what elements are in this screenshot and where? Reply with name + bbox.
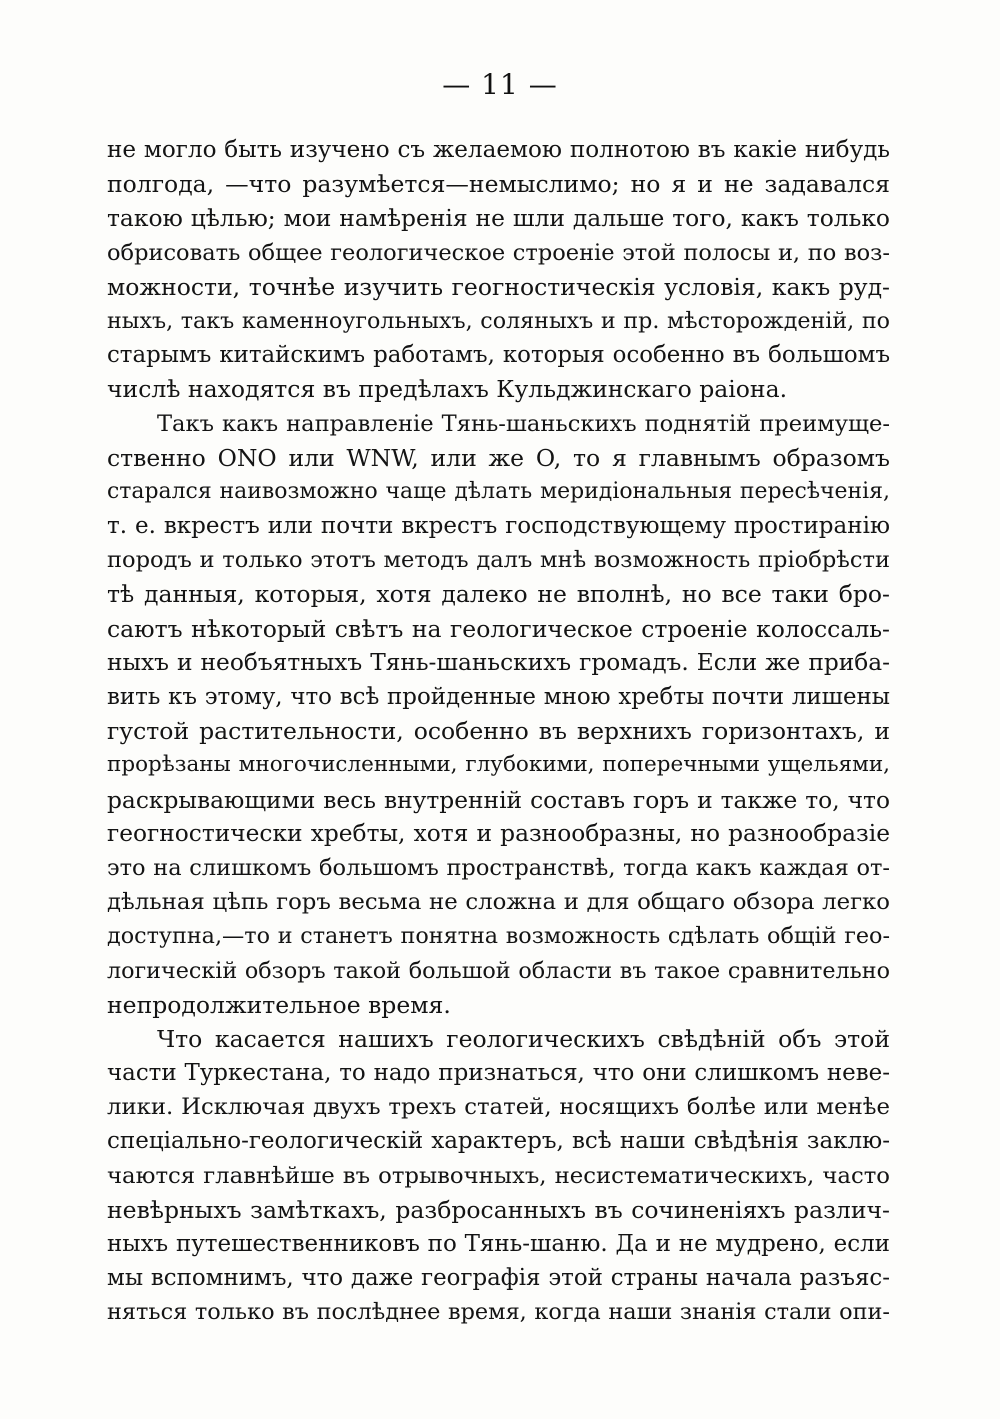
text-line: непродолжительное время. (107, 990, 451, 1019)
text-line: ныхъ и необъятныхъ Тянь-шаньскихъ громадъ. Если же приба- (107, 648, 890, 676)
text-line: части Туркестана, то надо признаться, что они слишкомъ невe- (107, 1060, 890, 1087)
text-line: ныхъ, такъ каменноугольныхъ, соляныхъ и пр. мѣсторожденій, по (107, 307, 890, 334)
text-line: лики. Исключая двухъ трехъ статей, носящихъ болѣе или менѣе (107, 1094, 890, 1121)
text-line: няться только въ послѣднее время, когда наши знанія стали опи- (107, 1299, 890, 1326)
text-line: это на слишкомъ большомъ пространствѣ, тогда какъ каждая от- (107, 854, 890, 881)
text-line: старымъ китайскимъ работамъ, которыя особенно въ большомъ (107, 342, 890, 369)
text-line: ныхъ путешественниковъ по Тянь-шаню. Да и не мудрено, если (107, 1231, 890, 1257)
text-line: густой растительности, особенно въ верхнихъ горизонтахъ, и (107, 717, 890, 746)
text-line: такою цѣлью; мои намѣренія не шли дальше того, какъ только (107, 204, 890, 233)
text-line: прорѣзаны многочисленными, глубокими, поперечными ущельями, (107, 752, 890, 778)
text-line: числѣ находятся въ предѣлахъ Кульджинскаго раіона. (107, 375, 788, 404)
text-line: не могло быть изучено съ желаемою полнотою въ какіе нибудь (107, 137, 890, 163)
text-line: спеціально-геологическій характеръ, всѣ наши свѣдѣнія заклю- (107, 1128, 890, 1155)
text-line: геогностически хребты, хотя и разнообразны, но разнообразіе (107, 819, 890, 847)
text-line: логическій обзоръ такой большой области въ такое сравнительно (107, 957, 890, 984)
text-line: саютъ нѣкоторый свѣтъ на геологическое строеніе колоссаль- (107, 614, 890, 643)
text-line: раскрывающими весь внутренній составъ горъ и также то, что (107, 785, 890, 814)
text-line: тѣ данныя, которыя, хотя далеко не вполнѣ, но все таки бро- (107, 580, 890, 609)
text-line: Такъ какъ направленіе Тянь-шаньскихъ поднятій преимуще- (157, 410, 890, 437)
text-line: чаются главнѣйше въ отрывочныхъ, несистематическихъ, часто (107, 1162, 890, 1189)
page-number: — 11 — (442, 68, 558, 101)
text-line: можности, точнѣе изучить геогностическія условія, какъ руд- (107, 272, 890, 301)
paragraph-1 (107, 133, 890, 407)
text-line: Что касается нашихъ геологическихъ свѣдѣній объ этой (157, 1024, 890, 1053)
text-line: невѣрныхъ замѣткахъ, разбросанныхъ въ сочиненіяхъ различ- (107, 1195, 890, 1224)
text-line: т. е. вкрестъ или почти вкрестъ господствующему простиранію (107, 513, 890, 540)
text-line: обрисовать общее геологическое строеніе этой полосы и, по воз- (107, 239, 890, 266)
text-line: ственно ONO или WNW, или же O, то я главнымъ образомъ (107, 443, 890, 472)
text-line: дѣльная цѣпь горъ весьма не сложна и для общаго обзора легко (107, 889, 890, 916)
paragraph-2 (107, 407, 890, 1022)
text-line: старался наивозможно чаще дѣлать меридіональныя пересѣченія, (107, 478, 890, 504)
text-line: доступна,—то и станетъ понятна возможность сдѣлать общій гео- (107, 923, 890, 950)
text-line: породъ и только этотъ методъ далъ мнѣ возможность пріобрѣсти (107, 547, 890, 574)
text-line: вить къ этому, что всѣ пройденные мною хребты почти лишены (107, 684, 890, 710)
body-text (107, 133, 890, 1330)
text-line: полгода, —что разумѣется—немыслимо; но я и не задавался (107, 170, 890, 199)
paragraph-3 (107, 1022, 890, 1330)
text-line: мы вспомнимъ, что даже географія этой страны начала разъяс- (107, 1265, 890, 1292)
